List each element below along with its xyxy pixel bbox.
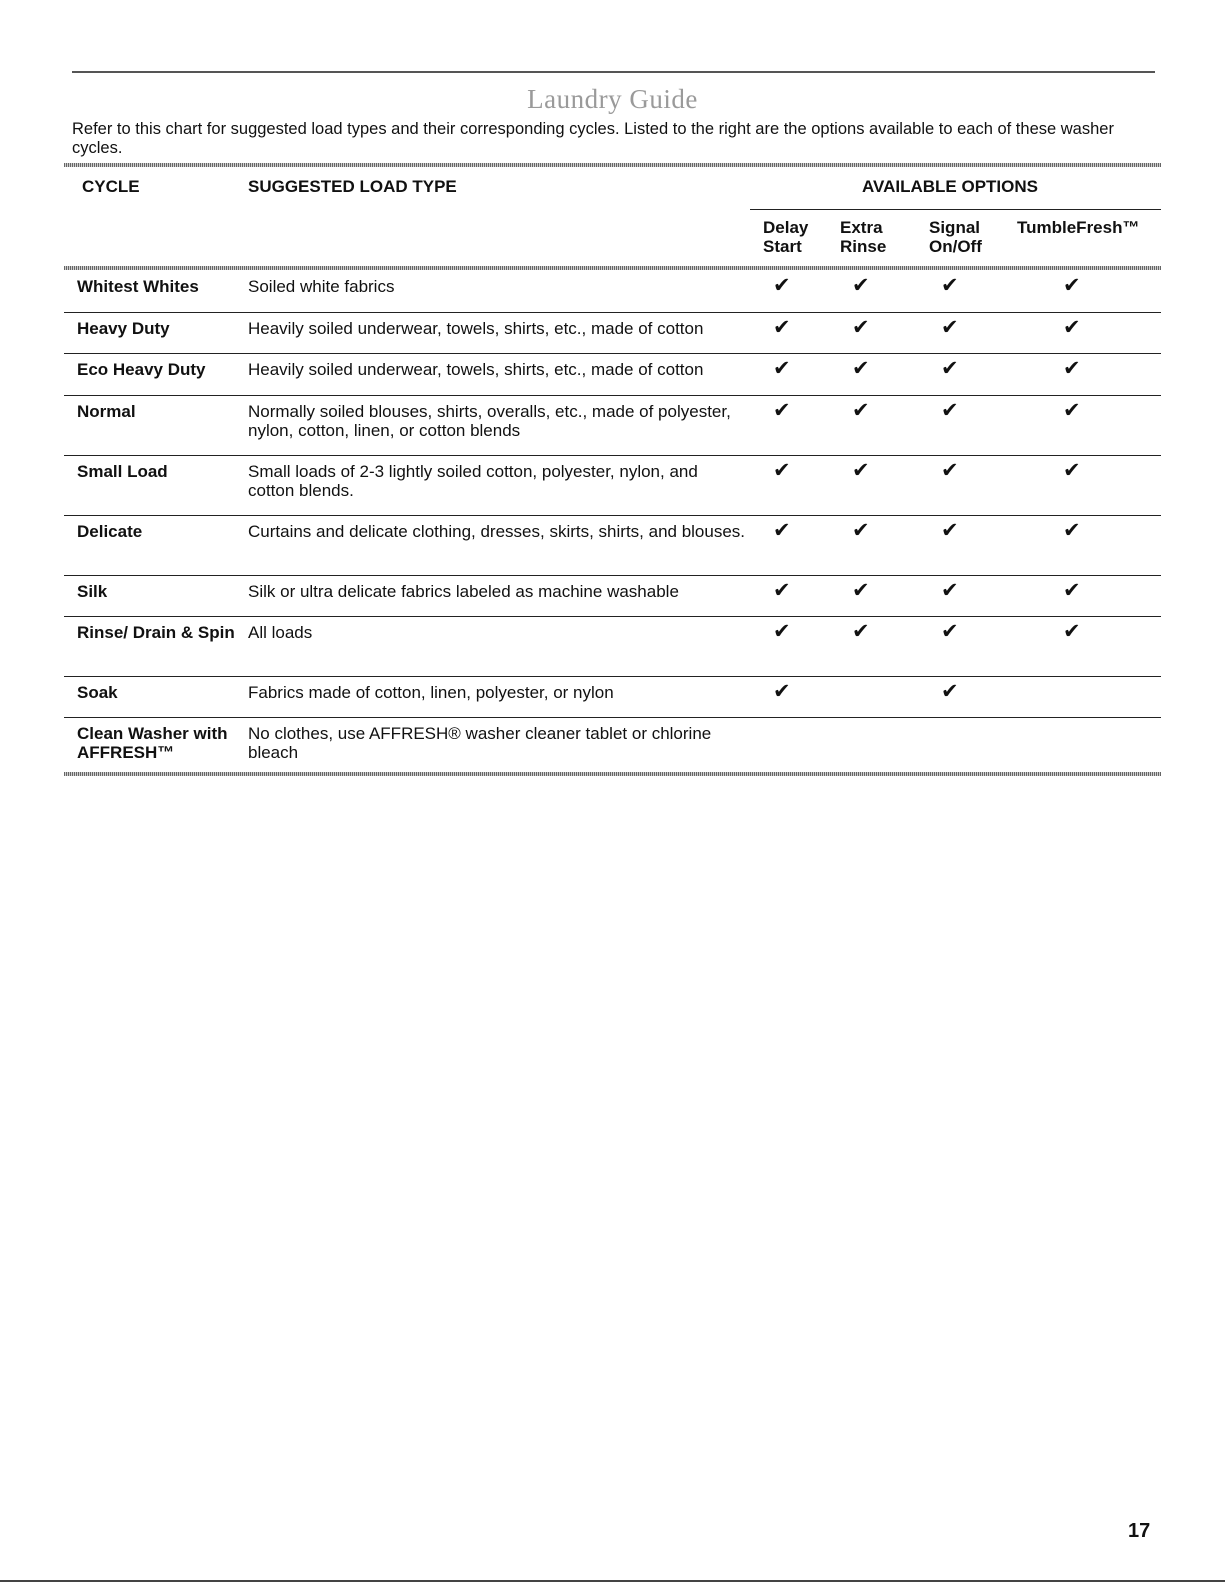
checkmark-icon: ✔: [852, 519, 870, 542]
header-cycle: CYCLE: [82, 177, 140, 196]
checkmark-icon: ✔: [852, 579, 870, 602]
checkmark-icon: ✔: [852, 357, 870, 380]
row-divider: [64, 395, 1161, 396]
checkmark-icon: ✔: [1063, 459, 1081, 482]
row-divider: [64, 455, 1161, 456]
dotted-divider-header: [64, 266, 1161, 270]
checkmark-icon: ✔: [941, 680, 959, 703]
checkmark-icon: ✔: [773, 579, 791, 602]
cycle-name: Eco Heavy Duty: [77, 360, 206, 379]
checkmark-icon: ✔: [1063, 519, 1081, 542]
checkmark-icon: ✔: [941, 316, 959, 339]
checkmark-icon: ✔: [773, 357, 791, 380]
checkmark-icon: ✔: [1063, 274, 1081, 297]
dotted-divider-top: [64, 163, 1161, 167]
checkmark-icon: ✔: [1063, 316, 1081, 339]
page-number: 17: [1128, 1520, 1151, 1542]
suggested-load-type: Heavily soiled underwear, towels, shirts, etc., made of cotton: [248, 319, 704, 338]
cycle-name: Silk: [77, 582, 108, 601]
checkmark-icon: ✔: [941, 519, 959, 542]
checkmark-icon: ✔: [773, 399, 791, 422]
header-signal-line1: Signal: [929, 218, 981, 237]
checkmark-icon: ✔: [941, 459, 959, 482]
cycle-name: Delicate: [77, 522, 143, 541]
header-delay-line1: Delay: [763, 218, 809, 237]
checkmark-icon: ✔: [941, 579, 959, 602]
header-tumblefresh: TumbleFresh™: [1017, 218, 1140, 237]
suggested-load-type: Small loads of 2-3 lightly soiled cotton, polyester, nylon, and cotton blends.: [248, 462, 698, 500]
page-title: Laundry Guide: [527, 84, 698, 114]
top-rule: [72, 71, 1155, 73]
header-extra-line2: Rinse: [840, 237, 887, 256]
checkmark-icon: ✔: [852, 620, 870, 643]
checkmark-icon: ✔: [941, 399, 959, 422]
suggested-load-type: Curtains and delicate clothing, dresses, skirts, shirts, and blouses.: [248, 522, 746, 541]
checkmark-icon: ✔: [773, 274, 791, 297]
checkmark-icon: ✔: [852, 316, 870, 339]
header-signal-line2: On/Off: [929, 237, 982, 256]
row-divider: [64, 312, 1161, 313]
checkmark-icon: ✔: [852, 274, 870, 297]
checkmark-icon: ✔: [941, 274, 959, 297]
row-divider: [64, 676, 1161, 677]
checkmark-icon: ✔: [1063, 579, 1081, 602]
row-divider: [64, 515, 1161, 516]
checkmark-icon: ✔: [1063, 357, 1081, 380]
cycle-name: Small Load: [77, 462, 168, 481]
checkmark-icon: ✔: [941, 357, 959, 380]
intro-text: Refer to this chart for suggested load types and their corresponding cycles. Listed to the right are the options available to each of these washer cycles.: [72, 120, 1114, 157]
cycle-name: Normal: [77, 402, 136, 421]
suggested-load-type: Normally soiled blouses, shirts, overalls, etc., made of polyester, nylon, cotton, linen, or cotton blends: [248, 402, 731, 440]
checkmark-icon: ✔: [773, 459, 791, 482]
cycle-name: Whitest Whites: [77, 277, 199, 296]
suggested-load-type: Heavily soiled underwear, towels, shirts, etc., made of cotton: [248, 360, 704, 379]
header-load-type: SUGGESTED LOAD TYPE: [248, 177, 457, 196]
header-extra-rinse: [840, 218, 886, 256]
header-extra-line1: Extra: [840, 218, 883, 237]
row-divider: [64, 717, 1161, 718]
suggested-load-type: No clothes, use AFFRESH® washer cleaner tablet or chlorine bleach: [248, 724, 712, 762]
suggested-load-type: All loads: [248, 623, 313, 642]
header-delay-line2: Start: [763, 237, 802, 256]
dotted-divider-bottom: [64, 772, 1161, 776]
row-divider: [64, 575, 1161, 576]
cycle-name: Rinse/ Drain & Spin: [77, 623, 235, 642]
checkmark-icon: ✔: [773, 620, 791, 643]
header-available-options: AVAILABLE OPTIONS: [862, 177, 1038, 196]
options-header-rule: [750, 209, 1161, 210]
suggested-load-type: Soiled white fabrics: [248, 277, 395, 296]
checkmark-icon: ✔: [1063, 399, 1081, 422]
row-divider: [64, 616, 1161, 617]
checkmark-icon: ✔: [773, 680, 791, 703]
suggested-load-type: Silk or ultra delicate fabrics labeled as machine washable: [248, 582, 679, 601]
cycle-name: Clean Washer with AFFRESH™: [77, 724, 228, 762]
checkmark-icon: ✔: [852, 459, 870, 482]
checkmark-icon: ✔: [941, 620, 959, 643]
header-signal-on-off: [929, 218, 982, 256]
checkmark-icon: ✔: [773, 519, 791, 542]
checkmark-icon: ✔: [773, 316, 791, 339]
checkmark-icon: ✔: [852, 399, 870, 422]
cycle-name: Heavy Duty: [77, 319, 170, 338]
header-delay-start: [763, 218, 808, 256]
cycle-name: Soak: [77, 683, 118, 702]
bottom-rule: [0, 1580, 1225, 1582]
row-divider: [64, 353, 1161, 354]
checkmark-icon: ✔: [1063, 620, 1081, 643]
suggested-load-type: Fabrics made of cotton, linen, polyester, or nylon: [248, 683, 614, 702]
